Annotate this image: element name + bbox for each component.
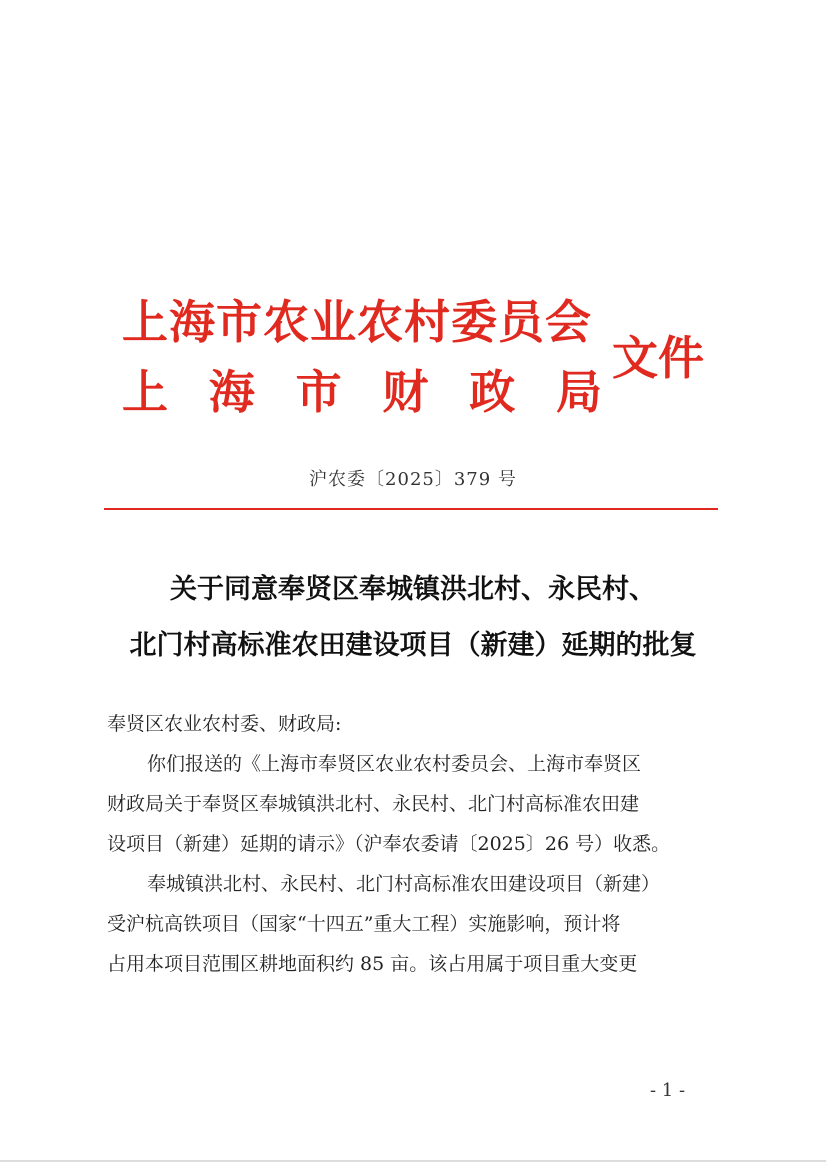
masthead-issuer-2 xyxy=(122,356,602,422)
masthead-char: 财 xyxy=(382,365,429,419)
document-number: 沪农委〔2025〕379 号 xyxy=(309,469,517,490)
body-line: 设项目（新建）延期的请示》（沪奉农委请〔2025〕26 号）收悉。 xyxy=(107,833,671,855)
document-title xyxy=(60,562,766,674)
masthead-char: 局 xyxy=(555,365,602,419)
page-number: - 1 - xyxy=(650,1080,686,1101)
red-masthead xyxy=(122,278,722,419)
body-line: 财政局关于奉贤区奉城镇洪北村、永民村、北门村高标准农田建 xyxy=(107,793,640,815)
red-divider-line xyxy=(104,508,718,510)
addressee: 奉贤区农业农村委、财政局: xyxy=(107,713,342,735)
masthead-suffix: 文件 xyxy=(612,331,704,385)
masthead-char: 海 xyxy=(208,365,255,419)
document-body xyxy=(107,704,717,984)
body-line: 受沪杭高铁项目（国家“十四五”重大工程）实施影响，预计将 xyxy=(107,913,621,935)
body-line: 你们报送的《上海市奉贤区农业农村委员会、上海市奉贤区 xyxy=(147,753,642,775)
title-line-1: 关于同意奉贤区奉城镇洪北村、永民村、 xyxy=(170,574,656,605)
title-line-2: 北门村高标准农田建设项目（新建）延期的批复 xyxy=(129,630,697,661)
body-line: 奉城镇洪北村、永民村、北门村高标准农田建设项目（新建） xyxy=(147,873,661,895)
masthead-issuer-1: 上海市农业农村委员会 xyxy=(122,295,592,349)
masthead-char: 市 xyxy=(295,365,342,419)
scan-bottom-edge xyxy=(0,1160,826,1162)
body-line: 占用本项目范围区耕地面积约 85 亩。该占用属于项目重大变更 xyxy=(107,953,638,975)
masthead-char: 上 xyxy=(122,365,168,419)
masthead-char: 政 xyxy=(469,365,516,419)
